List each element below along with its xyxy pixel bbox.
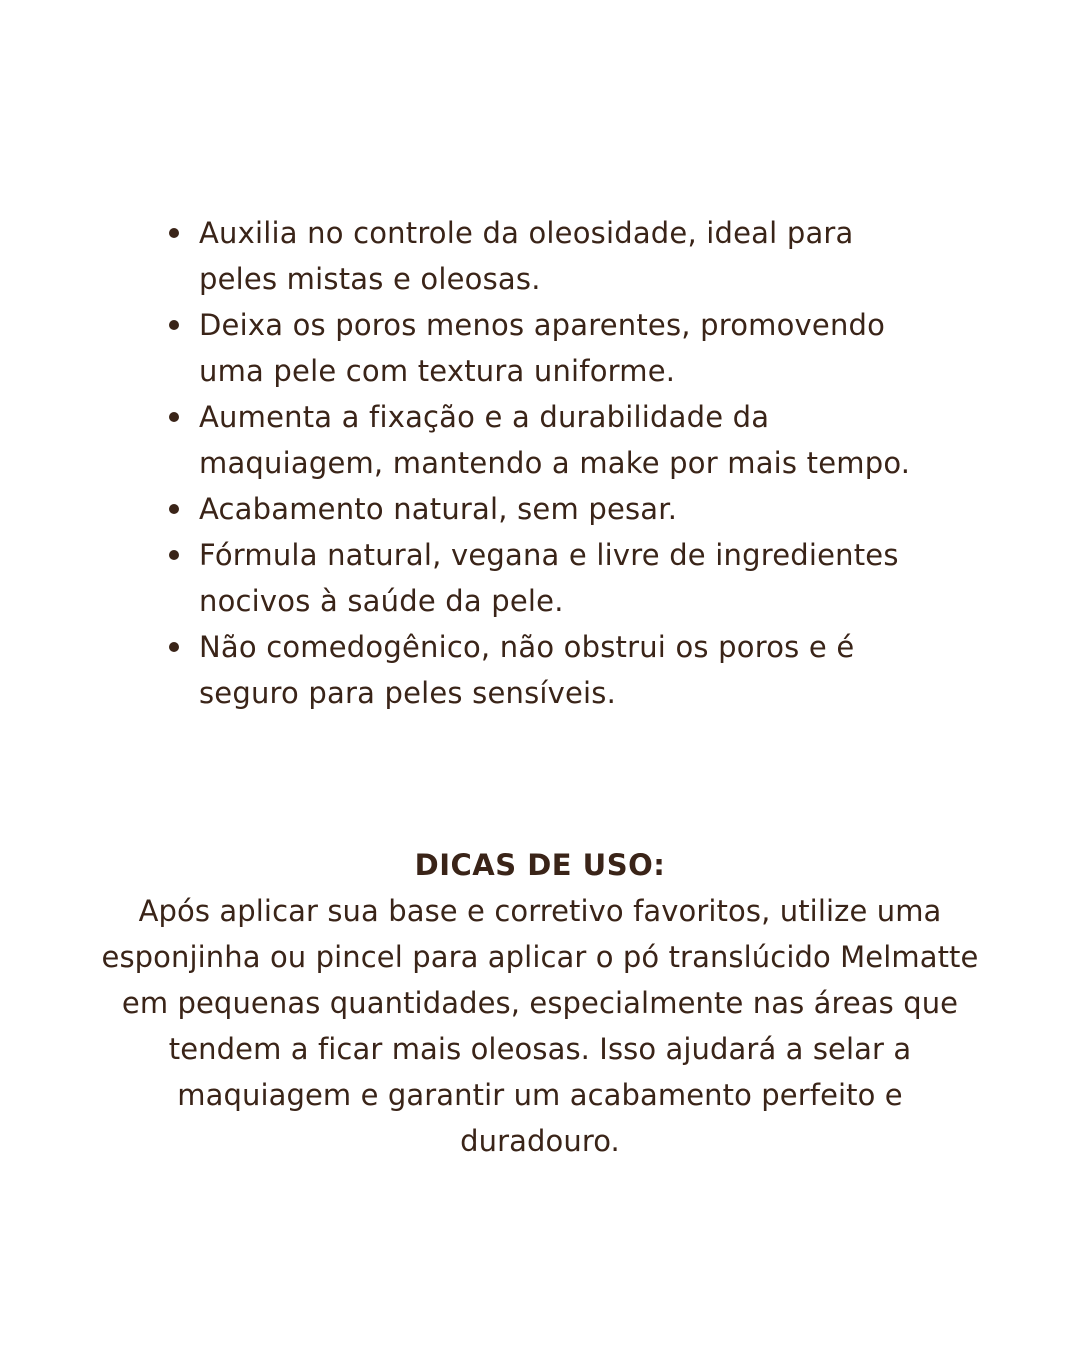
bullet-icon	[169, 642, 179, 652]
usage-tips-section	[100, 842, 980, 1164]
bullet-icon	[169, 412, 179, 422]
bullet-icon	[169, 228, 179, 238]
benefit-text: Não comedogênico, não obstrui os poros e é seguro para peles sensíveis.	[199, 630, 855, 710]
benefit-item	[0, 532, 919, 624]
bullet-icon	[169, 320, 179, 330]
benefits-list	[0, 210, 1080, 716]
bullet-icon	[169, 504, 179, 514]
usage-tips-text: Após aplicar sua base e corretivo favoritos, utilize uma esponjinha ou pincel para aplicar o pó translúcido Melmatte em pequenas quantidades, especialmente nas áreas que tendem a ficar mais oleosas. Isso ajudará a selar a maquiagem e garantir um acabamento perfeito e duradouro.	[101, 894, 979, 1158]
benefit-item	[0, 210, 919, 302]
benefit-item	[0, 394, 919, 486]
benefit-text: Acabamento natural, sem pesar.	[199, 492, 678, 526]
benefit-text: Deixa os poros menos aparentes, promovendo uma pele com textura uniforme.	[199, 308, 886, 388]
benefit-text: Aumenta a fixação e a durabilidade da maquiagem, mantendo a make por mais tempo.	[199, 400, 911, 480]
benefits-section	[0, 210, 1080, 716]
benefit-text: Auxilia no controle da oleosidade, ideal para peles mistas e oleosas.	[199, 216, 854, 296]
bullet-icon	[169, 550, 179, 560]
benefit-text: Fórmula natural, vegana e livre de ingredientes nocivos à saúde da pele.	[199, 538, 899, 618]
benefit-item	[0, 624, 919, 716]
usage-tips-title: DICAS DE USO:	[414, 848, 666, 882]
benefit-item	[0, 486, 919, 532]
benefit-item	[0, 302, 919, 394]
